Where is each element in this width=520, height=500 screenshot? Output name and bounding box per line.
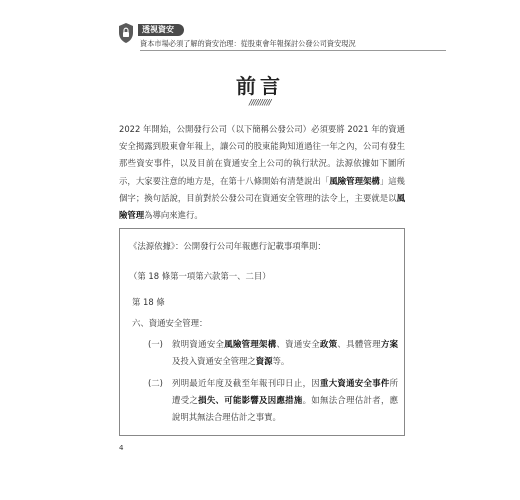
item1-number: (一)	[148, 339, 163, 349]
intro-text: 」這幾個字；換句話說，目前對於公發公司在資通安全管理的法令上，主要就是以	[119, 175, 406, 203]
header-subtitle: 資本市場必須了解的資安治理：從股東會年報探討公發公司資安現況	[140, 39, 356, 48]
page-number: 4	[119, 444, 124, 452]
article-reference: （第 18 條第一項第六款第一、二目）	[129, 271, 271, 281]
item1-text: 敘明資通安全風險管理架構、資通安全政策、具體管理方案及投入資通安全管理之資源等。	[172, 339, 399, 366]
item2-number: (二)	[148, 378, 163, 388]
section-badge: 透視資安	[138, 24, 184, 36]
section-heading: 六、資通安全管理：	[132, 318, 208, 328]
title-decoration: //////////	[249, 98, 271, 107]
shield-lock-icon	[118, 22, 134, 44]
page-title: 前言	[236, 74, 284, 98]
legal-heading: 《法源依據》：公開發行公司年報應行記載事項準則：	[129, 241, 326, 251]
header-divider	[140, 50, 446, 51]
article-number: 第 18 條	[132, 297, 165, 307]
intro-text: 為導向來進行。	[144, 210, 203, 221]
intro-bold-risk-management: 風險管理	[119, 192, 405, 221]
intro-text: 2022 年開始，公開發行公司（以下簡稱公發公司）必須要將 2021 年的資通安全揭露到股東會年報上，讓公司的股東能夠知道過往一年之內，公司有發生那些資安事件，以及目前在資通安全上公司的執行狀況。法源依據如下圖所示，大家要注意的地方是，在第十八條開始有清楚說出「	[119, 124, 405, 186]
intro-paragraph	[119, 121, 405, 224]
legal-basis-box	[119, 228, 405, 436]
item2-text: 列明最近年度及截至年報刊印日止，因重大資通安全事件所遭受之損失、可能影響及因應措施。如無法合理估計者，應說明其無法合理估計之事實。	[172, 378, 399, 422]
intro-bold-risk-framework: 風險管理架構	[329, 175, 380, 186]
page-header	[118, 22, 418, 58]
